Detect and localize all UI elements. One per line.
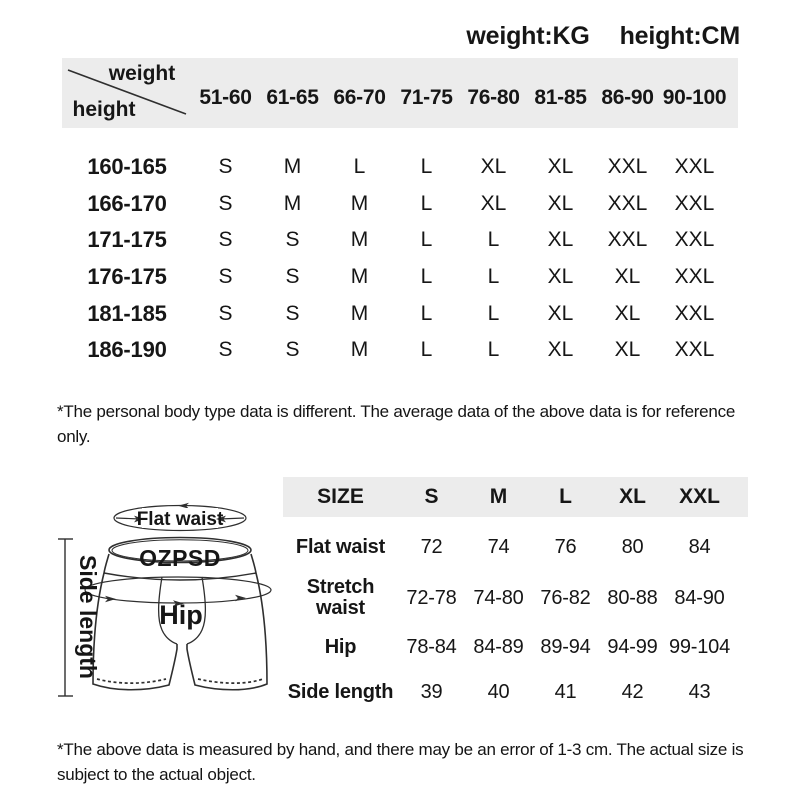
measure-row-label-text: Stretch waist <box>306 576 375 619</box>
measure-column-header: XL <box>619 485 646 508</box>
size-cell: L <box>420 228 433 252</box>
measure-column-header: XXL <box>679 485 720 508</box>
measure-value-cell: 41 <box>554 680 577 703</box>
height-unit-label: height:CM <box>619 22 740 50</box>
size-cell: L <box>420 191 433 215</box>
size-cell: L <box>487 265 500 289</box>
measure-table-body <box>283 522 733 714</box>
size-cell: XL <box>480 191 507 215</box>
size-cell: L <box>420 265 433 289</box>
size-cell: L <box>353 155 366 179</box>
weight-column-header: 76-80 <box>467 85 520 109</box>
size-cell: XL <box>547 191 574 215</box>
size-cell: S <box>218 265 233 289</box>
size-cell: S <box>218 338 233 362</box>
size-cell: L <box>487 228 500 252</box>
size-cell: XL <box>547 228 574 252</box>
size-table-row <box>62 222 728 259</box>
measure-value-cell: 42 <box>621 680 644 703</box>
size-table-row <box>62 149 728 186</box>
size-cell: S <box>218 155 233 179</box>
measure-value-cell: 40 <box>487 680 510 703</box>
measure-column-header: SIZE <box>317 485 364 508</box>
size-cell: M <box>283 155 302 179</box>
corner-height-label: height <box>72 98 136 121</box>
corner-spacer <box>62 58 192 128</box>
height-row-label: 176-175 <box>87 264 167 290</box>
weight-column-header: 86-90 <box>601 85 654 109</box>
right-hem-stitch <box>198 679 263 683</box>
size-cell: S <box>218 301 233 325</box>
measure-value-cell: 78-84 <box>406 635 457 658</box>
weight-unit-label: weight:KG <box>466 22 590 50</box>
measure-table-row <box>283 572 733 624</box>
height-row-label: 160-165 <box>87 154 167 180</box>
size-cell: XXL <box>674 338 715 362</box>
measure-table-row <box>283 522 733 572</box>
measure-value-cell: 72 <box>420 535 443 558</box>
measure-value-cell: 94-99 <box>607 635 658 658</box>
weight-column-header: 90-100 <box>662 85 727 109</box>
measure-value-cell: 74-80 <box>473 586 524 609</box>
measure-row-label <box>283 624 398 670</box>
measure-row-label-text: Side length <box>287 680 394 703</box>
size-cell: S <box>285 265 300 289</box>
size-cell: XL <box>547 265 574 289</box>
size-cell: S <box>218 228 233 252</box>
size-cell: L <box>487 338 500 362</box>
size-cell: M <box>350 228 369 252</box>
size-table-column-headers <box>62 58 728 128</box>
measure-column-header: L <box>559 485 572 508</box>
size-cell: M <box>350 191 369 215</box>
measure-value-cell: 72-78 <box>406 586 457 609</box>
measure-row-label <box>283 522 398 572</box>
size-cell: XXL <box>607 155 648 179</box>
side-length-label: Side length <box>75 555 101 679</box>
measure-table-row <box>283 624 733 670</box>
boxers-diagram <box>50 493 290 718</box>
flat-waist-label: Flat waist <box>136 509 224 530</box>
size-cell: M <box>350 265 369 289</box>
boxers-outline <box>93 573 267 690</box>
measure-value-cell: 80 <box>621 535 644 558</box>
weight-column-header: 66-70 <box>333 85 386 109</box>
measure-row-label <box>283 572 398 624</box>
size-cell: M <box>350 338 369 362</box>
height-row-label: 171-175 <box>87 227 167 253</box>
measure-row-label <box>283 670 398 714</box>
size-table-row <box>62 186 728 223</box>
measure-value-cell: 80-88 <box>607 586 658 609</box>
size-cell: XXL <box>674 155 715 179</box>
measure-value-cell: 74 <box>487 535 510 558</box>
height-row-label: 166-170 <box>87 190 167 216</box>
size-cell: XXL <box>674 191 715 215</box>
height-row-label: 181-185 <box>87 300 167 326</box>
size-table-body <box>62 149 728 369</box>
size-cell: XL <box>614 301 641 325</box>
measure-value-cell: 76 <box>554 535 577 558</box>
measure-value-cell: 84 <box>688 535 711 558</box>
size-table-row <box>62 295 728 332</box>
measure-value-cell: 84-90 <box>674 586 725 609</box>
left-hem-stitch <box>97 679 166 683</box>
measure-value-cell: 89-94 <box>540 635 591 658</box>
size-cell: XL <box>614 338 641 362</box>
size-cell: XXL <box>674 265 715 289</box>
measure-row-label-text: Hip <box>324 635 357 658</box>
size-cell: XXL <box>674 228 715 252</box>
measure-column-header: S <box>424 485 439 508</box>
size-table-note: *The personal body type data is different. The average data of the above data is for reference only. <box>57 402 736 446</box>
measure-value-cell: 99-104 <box>668 635 731 658</box>
size-cell: S <box>285 228 300 252</box>
size-cell: M <box>283 191 302 215</box>
hip-label: Hip <box>159 600 203 630</box>
size-cell: XL <box>480 155 507 179</box>
measure-value-cell: 39 <box>420 680 443 703</box>
measure-row-label-text: Flat waist <box>295 535 386 558</box>
measure-column-header: M <box>489 485 508 508</box>
measure-table-note: *The above data is measured by hand, and there may be an error of 1-3 cm. The actual size is subject to the actual object. <box>57 740 744 784</box>
height-row-label: 186-190 <box>87 337 167 363</box>
corner-weight-label: weight <box>108 62 176 85</box>
weight-column-header: 81-85 <box>534 85 587 109</box>
size-cell: XXL <box>607 228 648 252</box>
brand-logo: OZPSD <box>139 545 221 571</box>
size-cell: XXL <box>674 301 715 325</box>
size-table-row <box>62 259 728 296</box>
weight-column-header: 61-65 <box>266 85 319 109</box>
size-cell: L <box>420 155 433 179</box>
units-header <box>466 22 740 51</box>
size-cell: XL <box>547 155 574 179</box>
weight-column-header: 71-75 <box>400 85 453 109</box>
measure-table-row <box>283 670 733 714</box>
measure-value-cell: 84-89 <box>473 635 524 658</box>
measure-value-cell: 76-82 <box>540 586 591 609</box>
size-cell: S <box>285 338 300 362</box>
size-cell: S <box>285 301 300 325</box>
measure-table-column-headers <box>283 477 733 517</box>
size-cell: XL <box>547 338 574 362</box>
hip-arrow-right-icon <box>235 595 246 601</box>
size-cell: XL <box>614 265 641 289</box>
weight-column-header: 51-60 <box>199 85 252 109</box>
size-cell: M <box>350 301 369 325</box>
measure-value-cell: 43 <box>688 680 711 703</box>
size-table-row <box>62 332 728 369</box>
size-cell: XXL <box>607 191 648 215</box>
size-cell: S <box>218 191 233 215</box>
hip-arrow-left-icon <box>105 596 116 602</box>
size-cell: XL <box>547 301 574 325</box>
size-cell: L <box>487 301 500 325</box>
size-cell: L <box>420 338 433 362</box>
size-cell: L <box>420 301 433 325</box>
